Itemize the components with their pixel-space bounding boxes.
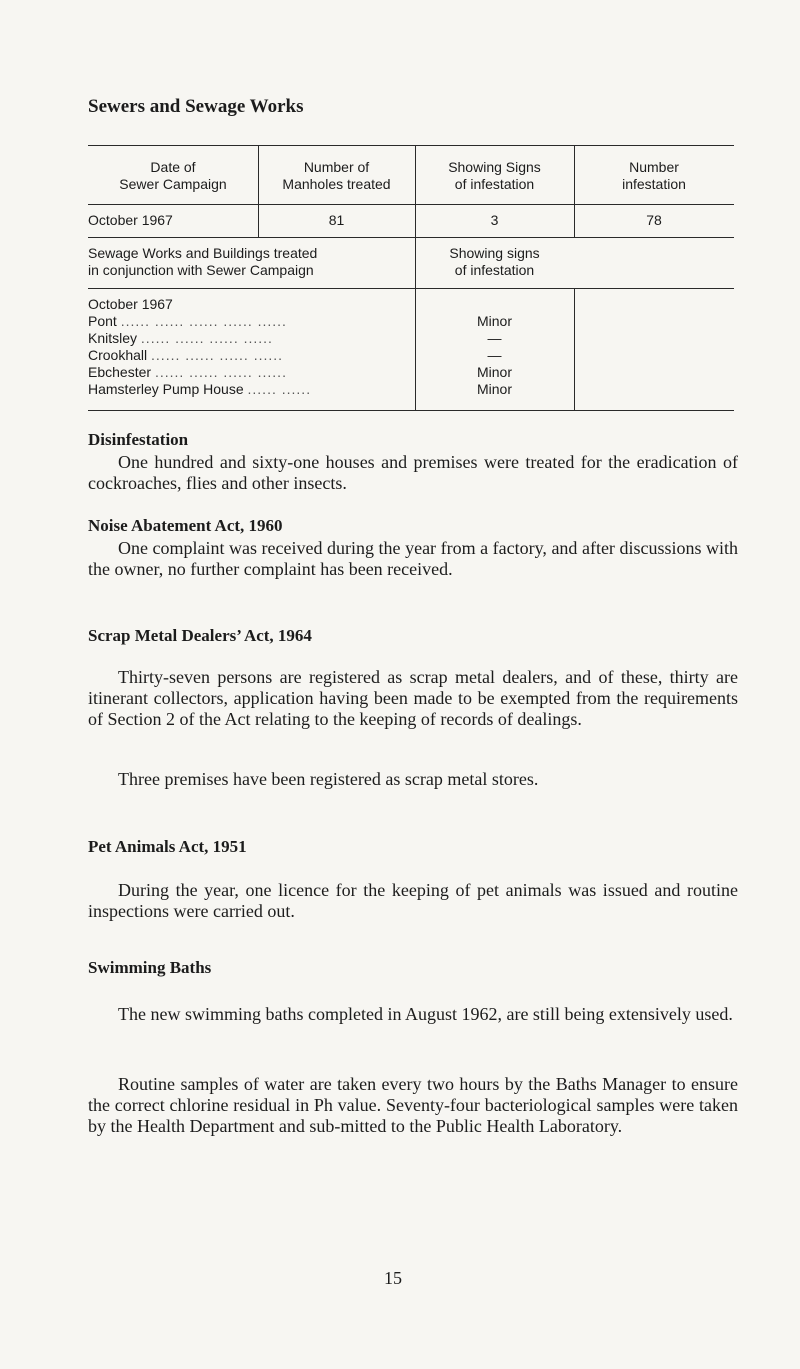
header-date: Date of Sewer Campaign — [119, 159, 227, 192]
section-paragraph: One complaint was received during the year from a factory, and after discussions with the owner, no further complaint has been received. — [88, 538, 738, 579]
header-manholes: Number of Manholes treated — [282, 159, 391, 192]
section-heading: Pet Animals Act, 1951 — [88, 837, 247, 856]
section-paragraph: Routine samples of water are taken every two hours by the Baths Manager to ensure the correct chlorine residual in Ph value. Seventy-four bacteriological samples were taken by the Health Department and sub-mitted to the Public Health Laboratory. — [88, 1074, 738, 1136]
subheader-left: Sewage Works and Buildings treated in conjunction with Sewer Campaign — [88, 245, 318, 278]
site-value: Minor — [476, 313, 512, 329]
site-name: Knitsley ...... ...... ...... ...... — [88, 330, 273, 346]
row1-date: October 1967 — [88, 212, 173, 228]
section-paragraph: Three premises have been registered as scrap metal stores. — [118, 769, 539, 789]
section-heading: Scrap Metal Dealers’ Act, 1964 — [88, 626, 312, 645]
header-number: Number infestation — [622, 159, 686, 192]
subheader-mid: Showing signs of infestation — [449, 245, 540, 278]
header-signs: Showing Signs of infestation — [448, 159, 541, 192]
site-name: Pont ...... ...... ...... ...... ...... — [88, 313, 287, 329]
group-date: October 1967 — [88, 296, 173, 312]
table-rule-top — [88, 145, 734, 146]
page-title: Sewers and Sewage Works — [88, 96, 304, 117]
table-rule-row1 — [88, 237, 734, 238]
site-value: — — [487, 330, 502, 346]
row1-number: 78 — [646, 212, 662, 228]
site-name: Crookhall ...... ...... ...... ...... — [88, 347, 284, 363]
site-value: — — [487, 347, 502, 363]
section-paragraph: The new swimming baths completed in August 1962, are still being extensively used. — [118, 1004, 733, 1024]
row1-manholes: 81 — [328, 212, 345, 228]
site-name: Ebchester ...... ...... ...... ...... — [88, 364, 287, 380]
site-value: Minor — [476, 364, 512, 380]
section-heading: Noise Abatement Act, 1960 — [88, 516, 283, 535]
section-paragraph: One hundred and sixty-one houses and premises were treated for the eradication of cockroaches, flies and other insects. — [88, 452, 738, 493]
site-value: Minor — [476, 381, 512, 397]
site-name: Hamsterley Pump House ...... ...... — [88, 381, 312, 397]
table-rule-bottom — [88, 410, 734, 411]
section-paragraph: Thirty-seven persons are registered as scrap metal dealers, and of these, thirty are itinerant collectors, application having been made to be exempted from the requirements of Section 2 of the Act relating to the keeping of records of dealings. — [88, 667, 738, 729]
section-heading: Disinfestation — [88, 430, 189, 449]
table-col-divider-3b — [574, 288, 575, 410]
section-heading: Swimming Baths — [88, 958, 212, 977]
page-number: 15 — [384, 1268, 402, 1288]
section-paragraph: During the year, one licence for the keeping of pet animals was issued and routine inspections were carried out. — [88, 880, 738, 921]
table-rule-header — [88, 204, 734, 205]
row1-signs: 3 — [490, 212, 499, 228]
table-rule-subheader — [88, 288, 734, 289]
